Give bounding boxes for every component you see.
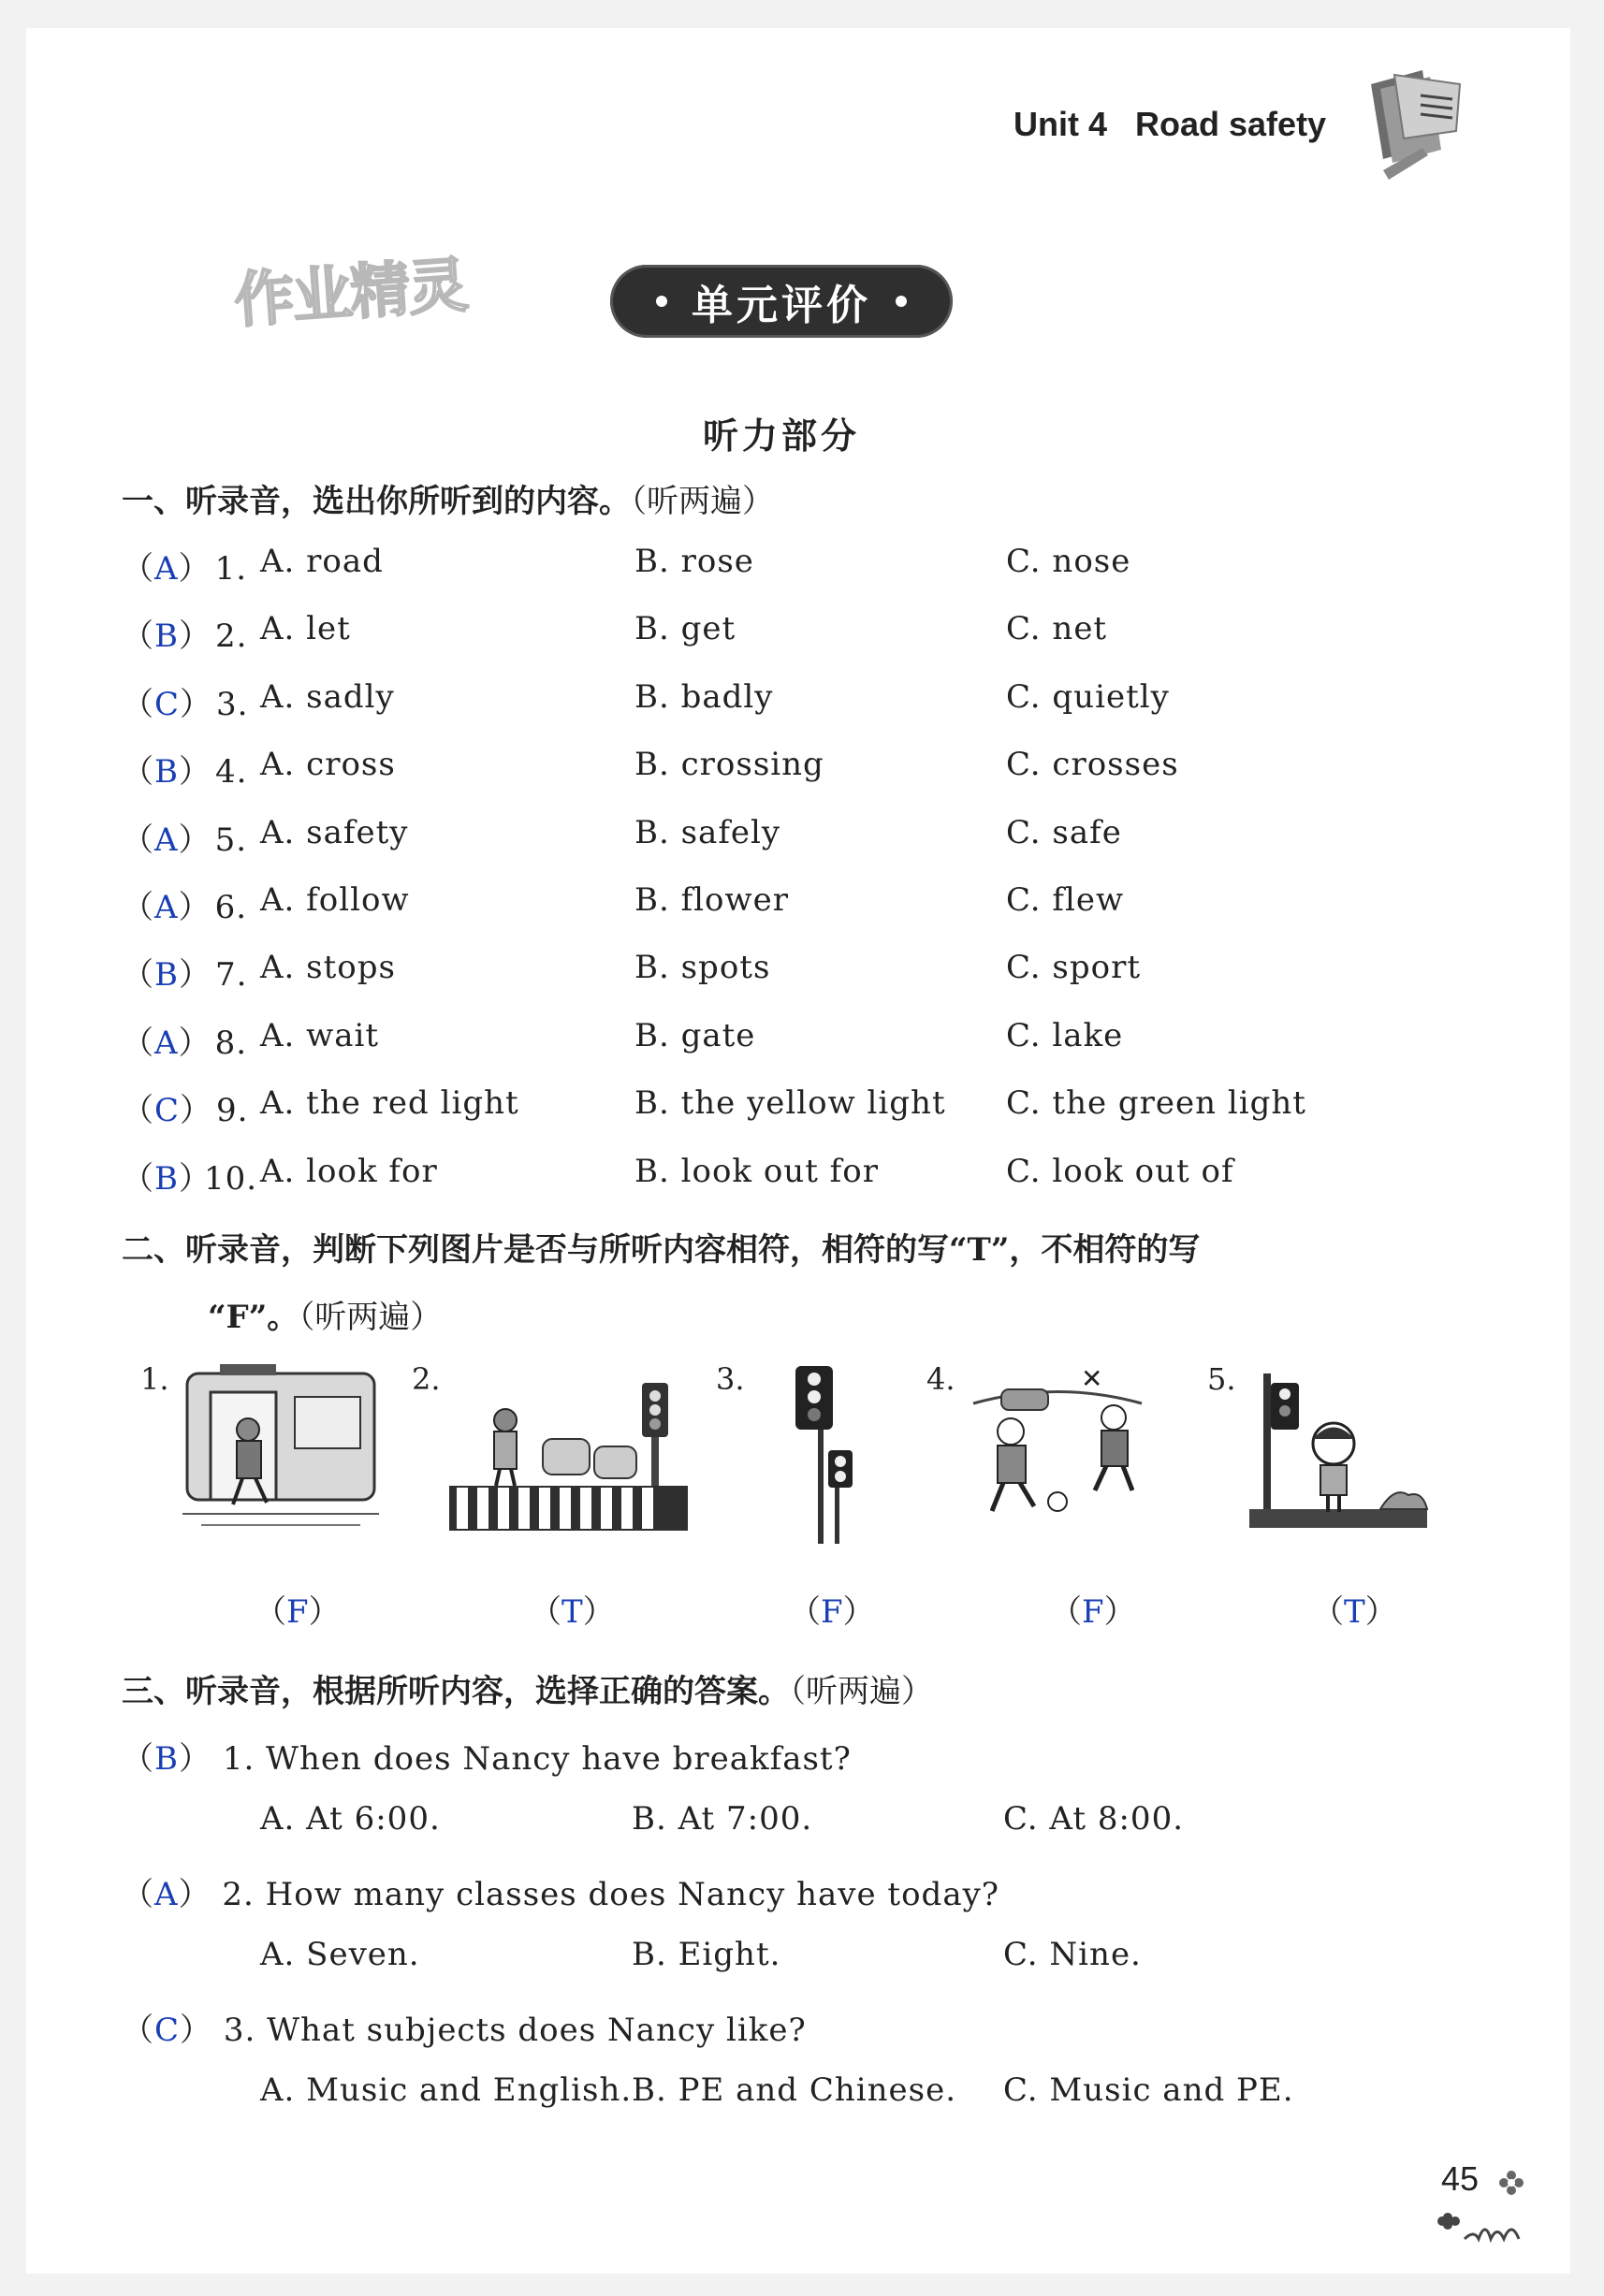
part1-item: [122, 1017, 1479, 1062]
picture-number: 1.: [140, 1361, 169, 1397]
answer-and-number: [122, 746, 247, 792]
unit-assessment-banner: [610, 265, 953, 338]
answer-letter: B: [154, 1160, 179, 1198]
option-a: A. stops: [260, 949, 396, 986]
option-a: A. cross: [260, 746, 396, 783]
notebook-icon: [1366, 65, 1469, 182]
option-c: C. look out of: [1006, 1153, 1234, 1190]
answer-paren: （C）: [122, 1092, 213, 1129]
train-door-icon: [182, 1364, 379, 1528]
option-b: B. flower: [634, 881, 790, 919]
option-c: C. lake: [1006, 1017, 1124, 1054]
traffic-light-icon: [786, 1366, 861, 1544]
answer-paren: （C）: [122, 686, 213, 723]
part3-question: （B） 1. When does Nancy have breakfast?: [122, 1740, 852, 1778]
part1-item: [122, 881, 1479, 926]
section-title: 听力部分: [702, 414, 860, 457]
option-b: B. crossing: [634, 746, 824, 783]
answer-paren: （B）: [122, 1160, 211, 1198]
part2-note: （听两遍）: [299, 1299, 443, 1336]
option-a: A. follow: [260, 881, 410, 919]
answer-and-number: [122, 1017, 247, 1063]
answer-and-number: [122, 543, 247, 589]
option-c: C. the green light: [1006, 1084, 1306, 1122]
part3-note: （听两遍）: [790, 1673, 933, 1710]
option-b: B. safely: [634, 814, 781, 851]
answer-letter: F: [286, 1593, 309, 1631]
answer-paren: （A）: [122, 821, 211, 859]
option-a: A. safety: [260, 814, 409, 851]
answer-paren: （B）: [122, 618, 211, 655]
part3-heading-text: 三、听录音，根据所听内容，选择正确的答案。: [122, 1673, 790, 1710]
option-a: A. the red light: [260, 1084, 519, 1122]
item-number: 4.: [215, 753, 248, 791]
answer-letter: A: [154, 889, 179, 926]
answer-letter: B: [154, 1740, 179, 1778]
item-number: 10.: [204, 1160, 258, 1198]
part1-item: [122, 1084, 1479, 1129]
answer-letter: A: [154, 1876, 179, 1913]
answer-paren: （A）: [122, 889, 211, 926]
option-a: A. wait: [260, 1017, 380, 1054]
option-a: A. Seven.: [260, 1936, 420, 1973]
item-number: 5.: [214, 821, 248, 859]
flower-icon: [1497, 2169, 1525, 2197]
item-number: 8.: [214, 1024, 248, 1062]
question-text: 2. How many classes does Nancy have today?: [222, 1876, 1000, 1913]
part1-item: [122, 543, 1479, 588]
item-number: 2.: [215, 618, 248, 655]
picture-number: 2.: [412, 1361, 441, 1397]
part3-question: （C） 3. What subjects does Nancy like?: [122, 2012, 807, 2049]
question-text: 1. When does Nancy have breakfast?: [222, 1740, 852, 1778]
option-b: B. At 7:00.: [632, 1800, 813, 1838]
part1-item: [122, 610, 1479, 655]
bullet-dot: [656, 296, 667, 307]
picture-answer: （F）: [789, 1593, 875, 1631]
answer-letter: A: [154, 1024, 179, 1062]
answer-and-number: [122, 678, 248, 724]
option-a: A. Music and English.: [260, 2071, 633, 2109]
option-c: C. flew: [1006, 881, 1125, 919]
answer-letter: T: [1344, 1593, 1365, 1631]
part1-item: [122, 1153, 1479, 1198]
option-b: B. PE and Chinese.: [632, 2071, 957, 2109]
option-c: C. Music and PE.: [1003, 2071, 1294, 2109]
part1-item: [122, 814, 1479, 859]
playing-near-road-icon: [964, 1361, 1151, 1530]
option-a: A. At 6:00.: [260, 1800, 441, 1838]
option-a: A. sadly: [260, 678, 395, 716]
picture-number: 4.: [926, 1361, 955, 1397]
option-c: C. net: [1006, 610, 1108, 647]
picture-answer: （T）: [1312, 1593, 1397, 1631]
part1-item: [122, 678, 1479, 723]
answer-letter: F: [1082, 1593, 1104, 1631]
answer-and-number: [122, 949, 247, 995]
option-c: C. sport: [1006, 949, 1142, 986]
banner-title: 单元评价: [692, 282, 871, 329]
answer-and-number: [122, 1084, 248, 1130]
item-number: 9.: [216, 1092, 249, 1129]
answer-paren: （B）: [122, 956, 211, 994]
part3-heading: [122, 1665, 933, 1711]
part2-heading-line1: 二、听录音，判断下列图片是否与所听内容相符，相符的写“T”，不相符的写: [122, 1231, 1201, 1269]
item-number: 6.: [214, 889, 248, 926]
answer-letter: C: [154, 686, 181, 723]
answer-and-number: [122, 881, 247, 927]
part1-heading-text: 一、听录音，选出你所听到的内容。: [122, 483, 631, 520]
option-b: B. gate: [634, 1017, 756, 1054]
answer-letter: B: [154, 956, 179, 994]
picture-answer: （F）: [1050, 1593, 1136, 1631]
grass-icon: [1436, 2206, 1525, 2244]
answer-and-number: [122, 1153, 257, 1199]
part3-question: （A） 2. How many classes does Nancy have today?: [122, 1876, 1000, 1913]
unit-title: Unit 4 Road safety: [1013, 105, 1327, 143]
option-c: C. crosses: [1006, 746, 1179, 783]
picture-number: 5.: [1207, 1361, 1236, 1397]
answer-paren: （B）: [122, 753, 211, 791]
option-a: A. let: [260, 610, 351, 647]
answer-letter: B: [154, 753, 179, 791]
answer-letter: F: [821, 1593, 843, 1631]
part1-item: [122, 949, 1479, 994]
question-text: 3. What subjects does Nancy like?: [223, 2012, 807, 2049]
answer-paren: （A）: [122, 1024, 211, 1062]
option-b: B. rose: [634, 543, 754, 580]
option-b: B. look out for: [634, 1153, 879, 1190]
item-number: 7.: [215, 956, 248, 994]
answer-letter: C: [154, 1092, 181, 1129]
crosswalk-icon: [449, 1364, 688, 1533]
option-b: B. the yellow light: [634, 1084, 946, 1122]
answer-paren: （A）: [122, 550, 211, 588]
answer-letter: A: [154, 821, 179, 859]
part1-heading: [122, 475, 774, 521]
picture-answer: （F）: [255, 1593, 341, 1631]
page-number: 45: [1441, 2159, 1480, 2198]
option-b: B. get: [634, 610, 736, 647]
bullet-dot: [896, 296, 907, 307]
watermark: 作业精灵: [232, 251, 469, 337]
picture-answer: （T）: [530, 1593, 615, 1631]
picture-number: 3.: [716, 1361, 745, 1397]
option-b: B. badly: [634, 678, 774, 716]
svg-text:✕: ✕: [1081, 1363, 1103, 1394]
part1-note: （听两遍）: [631, 483, 774, 520]
item-number: 1.: [214, 550, 248, 588]
answer-and-number: [122, 814, 247, 860]
option-a: A. road: [260, 543, 384, 580]
part1-item: [122, 746, 1479, 791]
workbook-page: [26, 28, 1570, 2274]
option-c: C. At 8:00.: [1003, 1800, 1185, 1838]
answer-letter: A: [154, 550, 179, 588]
item-number: 3.: [216, 686, 249, 723]
option-c: C. quietly: [1006, 678, 1170, 716]
option-c: C. Nine.: [1003, 1936, 1142, 1973]
answer-letter: B: [154, 618, 179, 655]
answer-letter: T: [561, 1593, 583, 1631]
answer-and-number: [122, 610, 247, 656]
option-b: B. spots: [634, 949, 771, 986]
option-c: C. safe: [1006, 814, 1122, 851]
answer-letter: C: [154, 2012, 181, 2049]
girl-waiting-icon: [1240, 1364, 1432, 1533]
part2-heading-line2: [208, 1291, 442, 1337]
part2-heading-line2-text: “F”。: [208, 1299, 299, 1336]
option-a: A. look for: [260, 1153, 438, 1190]
option-c: C. nose: [1006, 543, 1131, 580]
option-b: B. Eight.: [632, 1936, 781, 1973]
